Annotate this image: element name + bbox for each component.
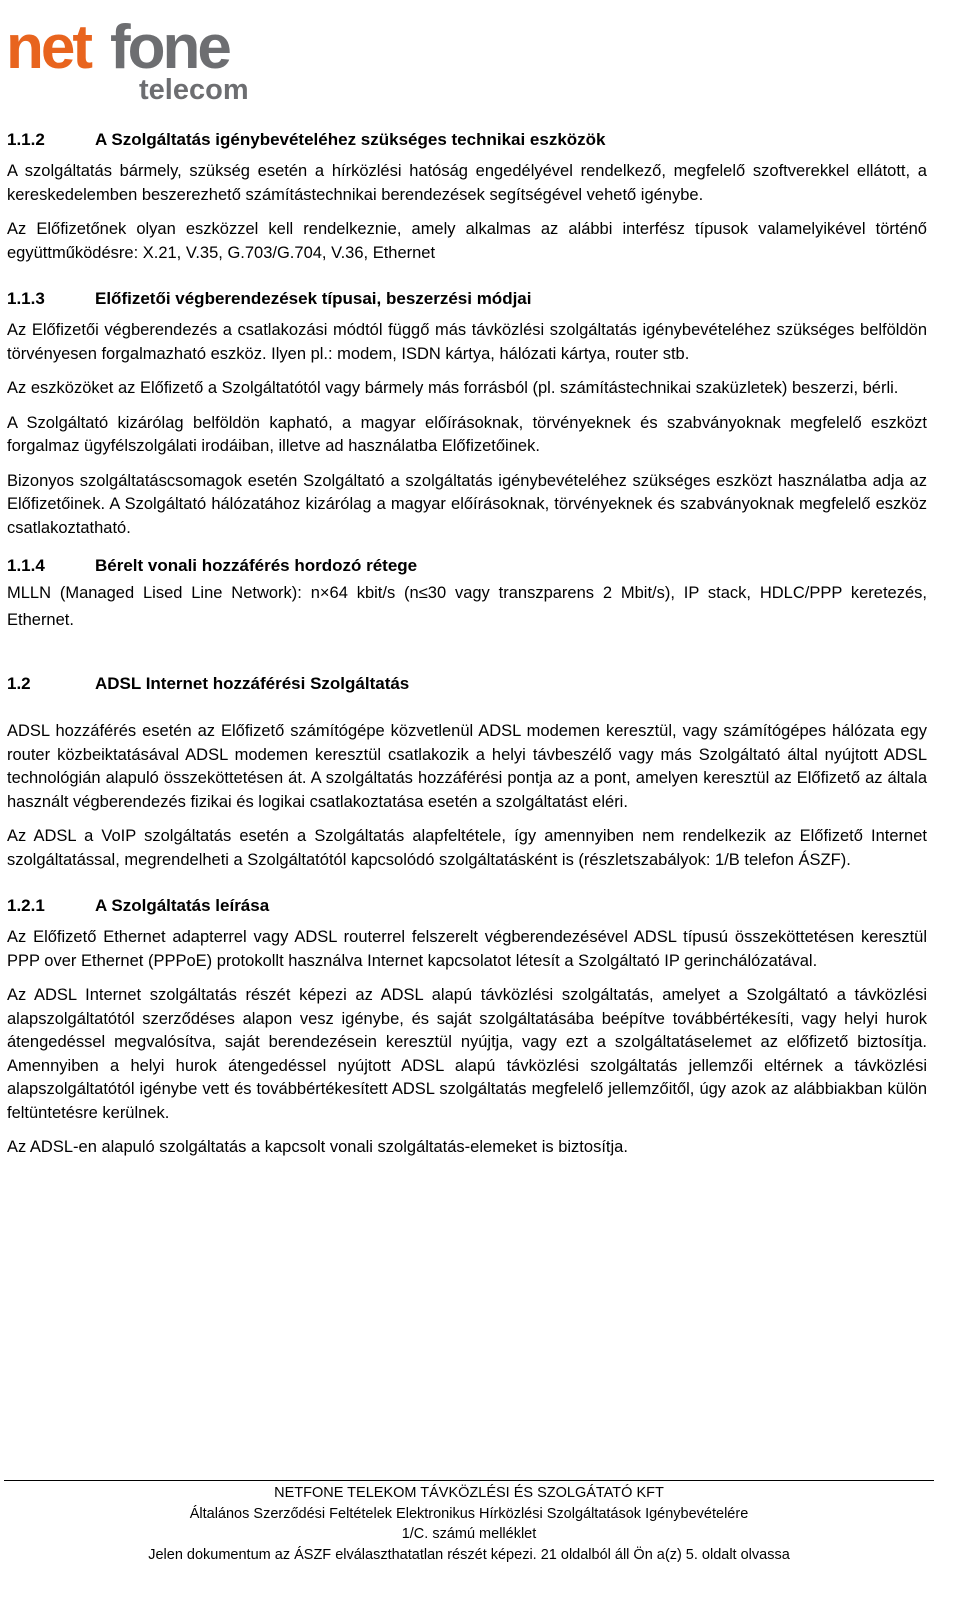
footer-page-info: Jelen dokumentum az ÁSZF elválaszthatatlan részét képezi. 21 oldalból áll Ön a(z) 5. oldalt olvassa — [148, 1546, 790, 1563]
paragraph: Az eszközöket az Előfizető a Szolgáltatótól vagy bármely más forrásból (pl. számítástechnikai szaküzletek) beszerzi, bérli. — [7, 379, 899, 397]
section-heading — [7, 894, 927, 918]
section-heading — [7, 287, 927, 311]
paragraph: Az Előfizetői végberendezés a csatlakozási módtól függő más távközlési szolgáltatás igénybevételéhez szükséges belföldön törvényesen forgalmazható eszköz. Ilyen pl.: modem, ISDN kártya, hálózati kártya, router stb. — [7, 321, 927, 363]
paragraph: A Szolgáltató kizárólag belföldön kapható, a magyar előírásoknak, törvényeknek és szabványoknak megfelelő eszközt forgalmaz ügyfélszolgálati irodáiban, illetve ad használatba Előfizetőinek. — [7, 413, 927, 455]
paragraph: Az Előfizetőnek olyan eszközzel kell rendelkeznie, amely alkalmas az alábbi interfész típusok valamelyikével történő együttműködésre: X.21, V.35, G.703/G.704, V.36, Ethernet — [7, 220, 927, 262]
footer-company: NETFONE TELEKOM TÁVKÖZLÉSI ÉS SZOLGÁTATÓ KFT — [274, 1485, 664, 1501]
logo-brand-left: net — [6, 13, 90, 82]
paragraph: Bizonyos szolgáltatáscsomagok esetén Szolgáltató a szolgáltatás igénybevételéhez szükséges eszközt használatba adja az Előfizetőinek. A Szolgáltató hálózatához kizárólag a magyar előírásoknak, törvényeknek és szabványoknak megfelelő eszköz csatlakoztatható. — [7, 471, 927, 537]
section-number: 1.2 — [7, 674, 31, 693]
logo-brand-right: fone — [110, 13, 229, 82]
paragraph: A szolgáltatás bármely, szükség esetén a hírközlési hatóság engedélyével rendelkező, megfelelő szoftverekkel ellátott, a kereskedelemben beszerezhető számítástechnikai berendezések segítségével vehető igénybe. — [7, 162, 927, 204]
section-heading — [7, 554, 927, 578]
page-footer — [4, 1480, 934, 1565]
section-title: A Szolgáltatás igénybevételéhez szükséges technikai eszközök — [95, 130, 606, 149]
paragraph: ADSL hozzáférés esetén az Előfizető számítógépe közvetlenül ADSL modemen keresztül, vagy számítógépes hálózata egy router közbeiktatásával ADSL modemen keresztül csatlakozik a helyi távbeszélő vagy más Szolgáltató által nyújtott ADSL technológián alapuló összeköttetésen át. A szolgáltatás hozzáférési pontja az a pont, amelyen keresztül az Előfizető az általa használt végberendezés fizikai és logikai csatlakoztatása esetén a szolgáltatást eléri. — [7, 722, 927, 811]
footer-annex: 1/C. számú melléklet — [401, 1526, 537, 1542]
logo-sub: telecom — [139, 74, 249, 104]
document-body — [7, 128, 927, 1171]
section-number: 1.1.2 — [7, 130, 45, 149]
section-title: Bérelt vonali hozzáférés hordozó rétege — [95, 556, 418, 575]
paragraph: Az ADSL-en alapuló szolgáltatás a kapcsolt vonali szolgáltatás-elemeket is biztosítja. — [7, 1138, 628, 1156]
paragraph: MLLN (Managed Lised Line Network): n×64 kbit/s (n≤30 vagy transzparens 2 Mbit/s), IP stack, HDLC/PPP keretezés, Ethernet. — [7, 584, 927, 629]
netfone-telecom-logo — [6, 0, 256, 104]
section-number: 1.1.4 — [7, 556, 45, 575]
section-number: 1.1.3 — [7, 289, 45, 308]
paragraph: Az Előfizető Ethernet adapterrel vagy ADSL routerrel felszerelt végberendezésével ADSL típusú összeköttetésen keresztül PPP over Ethernet (PPPoE) protokollt használva Internet kapcsolatot létesít a Szolgáltató IP gerinchálózatával. — [7, 928, 927, 970]
footer-title: Általános Szerződési Feltételek Elektronikus Hírközlési Szolgáltatások Igénybevételére — [189, 1505, 749, 1522]
section-title: ADSL Internet hozzáférési Szolgáltatás — [95, 674, 410, 693]
section-number: 1.2.1 — [7, 896, 45, 915]
paragraph: Az ADSL Internet szolgáltatás részét képezi az ADSL alapú távközlési szolgáltatás, amelyet a Szolgáltató a távközlési alapszolgáltatótól szerződéses alapon vesz igénybe, és saját szolgáltatásába beépítve továbbértékesíti, vagy helyi hurok átengedéssel megvalósítva, saját berendezésein keresztül nyújtja, vagy ezt a szolgáltatáselemet az előfizető biztosítja. Amennyiben a helyi hurok átengedéssel nyújtott ADSL alapú távközlési szolgáltatás jellemzői eltérnek a távközlési alapszolgáltatótól igénybe vett és továbbértékesített ADSL szolgáltatás megfelelő jellemzőitől, úgy azok az alábbiakban külön feltüntetésre kerülnek. — [7, 986, 927, 1122]
section-heading — [7, 128, 927, 152]
paragraph: Az ADSL a VoIP szolgáltatás esetén a Szolgáltatás alapfeltétele, így amennyiben nem rendelkezik az Előfizető Internet szolgáltatással, megrendelheti a Szolgáltatótól kapcsolódó szolgáltatásként is (részletszabályok: 1/B telefon ÁSZF). — [7, 827, 927, 869]
section-title: A Szolgáltatás leírása — [95, 896, 270, 915]
section-title: Előfizetői végberendezések típusai, beszerzési módjai — [95, 289, 532, 308]
section-heading — [7, 672, 927, 696]
